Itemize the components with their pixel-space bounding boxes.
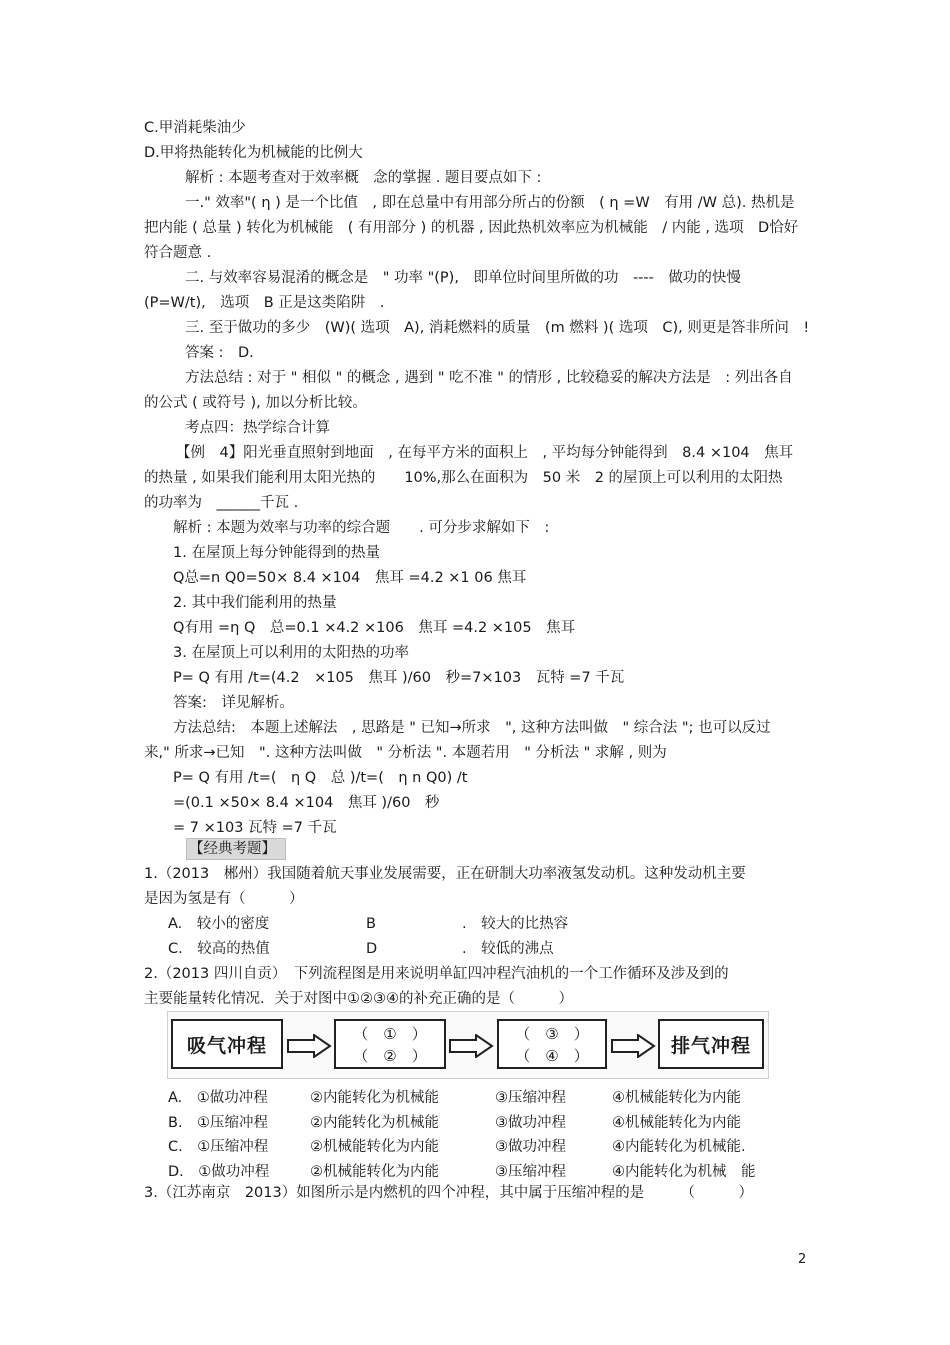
text-line: =(0.1 ×50× 8.4 ×104 焦耳 )/60 秒 <box>173 795 440 811</box>
text-line: 来," 所求→已知 ". 这种方法叫做 " 分析法 ". 本题若用 " 分析法 " 求解 , 则为 <box>144 745 667 761</box>
text-line: 的功率为 ______千瓦 . <box>144 495 299 511</box>
text-line: Q有用 =η Q 总=0.1 ×4.2 ×106 焦耳 =4.2 ×105 焦耳 <box>173 620 576 636</box>
option-cell: ④机械能转化为内能 <box>612 1090 741 1106</box>
flow-step-intake: 吸气冲程 <box>171 1019 283 1069</box>
option-cell: ③压缩冲程 <box>495 1163 566 1180</box>
option-text: . 较低的沸点 <box>462 941 554 957</box>
text-line: 把内能 ( 总量 ) 转化为机械能 ( 有用部分 ) 的机器 , 因此热机效率应为机械能 / 内能 , 选项 D恰好 <box>144 220 799 236</box>
text-line: C.甲消耗柴油少 <box>144 120 246 136</box>
text-line: 主要能量转化情况．关于对图中①②③④的补充正确的是（ ） <box>144 991 573 1007</box>
page-number: 2 <box>798 1252 807 1267</box>
flow-blank-3: （ ③ ） <box>515 1025 589 1043</box>
text-line: 2.（2013 四川自贡） 下列流程图是用来说明单缸四冲程汽油机的一个工作循环及涉及到的 <box>144 966 729 982</box>
text-line: 2. 其中我们能利用的热量 <box>173 595 337 611</box>
flow-step-blank-3-4 <box>497 1019 607 1069</box>
flow-blank-1: （ ① ） <box>353 1025 427 1043</box>
text-line: 3. 在屋顶上可以利用的太阳热的功率 <box>173 645 409 661</box>
text-line: 三. 至于做功的多少 (W)( 选项 A), 消耗燃料的质量 (m 燃料 )( 选项 C), 则更是答非所问 ! <box>185 320 810 336</box>
text-line: 1.（2013 郴州）我国随着航天事业发展需要，正在研制大功率液氢发动机。这种发动机主要 <box>144 866 746 882</box>
option-cell: ④内能转化为机械 能 <box>612 1163 756 1180</box>
option-cell: ②机械能转化为内能 <box>310 1139 439 1155</box>
text-line: 答案: 详见解析。 <box>173 695 294 711</box>
option-cell: D. ①做功冲程 <box>168 1163 270 1180</box>
option-text: A. 较小的密度 <box>168 916 270 932</box>
text-line: 是因为氢是有（ ） <box>144 891 304 907</box>
option-cell: ③做功冲程 <box>495 1114 566 1131</box>
flow-blank-2: （ ② ） <box>353 1047 427 1065</box>
text-line: 符合题意 . <box>144 245 212 261</box>
option-cell: B. ①压缩冲程 <box>168 1114 269 1131</box>
text-line: 的公式 ( 或符号 ), 加以分析比较。 <box>144 395 367 411</box>
text-line: 答案 : D. <box>185 345 254 361</box>
flow-step-exhaust: 排气冲程 <box>658 1019 764 1069</box>
section-tag: 【经典考题】 <box>186 838 286 860</box>
text-line: 的热量 , 如果我们能利用太阳光热的 10%,那么在面积为 50 米 2 的屋顶上可以利用的太阳热 <box>144 470 783 486</box>
text-line: 解析 : 本题为效率与功率的综合题 . 可分步求解如下 : <box>173 520 550 536</box>
option-text: . 较大的比热容 <box>462 916 569 932</box>
text-line: Q总=n Q0=50× 8.4 ×104 焦耳 =4.2 ×1 06 焦耳 <box>173 570 527 586</box>
text-line: 【例 4】阳光垂直照射到地面 , 在每平方米的面积上 , 平均每分钟能得到 8.4 ×104 焦耳 <box>176 445 794 461</box>
flow-blank-4: （ ④ ） <box>515 1047 589 1065</box>
text-line: 方法总结: 本题上述解法 , 思路是 " 已知→所求 ", 这种方法叫做 " 综合法 "; 也可以反过 <box>173 720 771 736</box>
option-cell: ④内能转化为机械能. <box>612 1139 746 1155</box>
text-line: 3.（江苏南京 2013）如图所示是内燃机的四个冲程，其中属于压缩冲程的是 （ ） <box>144 1185 753 1201</box>
option-text: B <box>366 916 376 932</box>
option-text: C. 较高的热值 <box>168 941 270 957</box>
option-cell: ④机械能转化为内能 <box>612 1114 741 1131</box>
text-line: 考点四：热学综合计算 <box>185 420 330 436</box>
option-cell: ②机械能转化为内能 <box>310 1163 439 1180</box>
option-cell: ②内能转化为机械能 <box>310 1090 439 1106</box>
text-line: 方法总结 : 对于 " 相似 " 的概念 , 遇到 " 吃不准 " 的情形 , 比较稳妥的解决方法是 : 列出各自 <box>185 370 793 386</box>
text-line: (P=W/t), 选项 B 正是这类陷阱 . <box>144 295 385 311</box>
option-cell: ③做功冲程 <box>495 1139 566 1155</box>
text-line: 解析 : 本题考查对于效率概 念的掌握 . 题目要点如下 : <box>185 170 542 186</box>
text-line: P= Q 有用 /t=( η Q 总 )/t=( η n Q0) /t <box>173 770 468 786</box>
text-line: 一." 效率"( η ) 是一个比值 , 即在总量中有用部分所占的份额 ( η =W 有用 /W 总). 热机是 <box>185 195 795 211</box>
text-line: P= Q 有用 /t=(4.2 ×105 焦耳 )/60 秒=7×103 瓦特 =7 千瓦 <box>173 670 625 686</box>
option-text: D <box>366 941 378 957</box>
flow-arrow-icon <box>286 1034 332 1058</box>
flow-diagram <box>167 1011 769 1079</box>
flow-arrow-icon <box>448 1034 494 1058</box>
option-cell: ②内能转化为机械能 <box>310 1114 439 1131</box>
text-line: D.甲将热能转化为机械能的比例大 <box>144 145 363 161</box>
text-line: 1. 在屋顶上每分钟能得到的热量 <box>173 545 380 561</box>
text-line: 二. 与效率容易混淆的概念是 " 功率 "(P), 即单位时间里所做的功 ---- 做功的快慢 <box>185 270 741 286</box>
option-cell: C. ①压缩冲程 <box>168 1139 269 1155</box>
flow-step-blank-1-2 <box>334 1019 446 1069</box>
flow-arrow-icon <box>610 1034 656 1058</box>
text-line: = 7 ×103 瓦特 =7 千瓦 <box>173 820 337 836</box>
option-cell: ③压缩冲程 <box>495 1090 566 1106</box>
option-cell: A. ①做功冲程 <box>168 1090 268 1106</box>
